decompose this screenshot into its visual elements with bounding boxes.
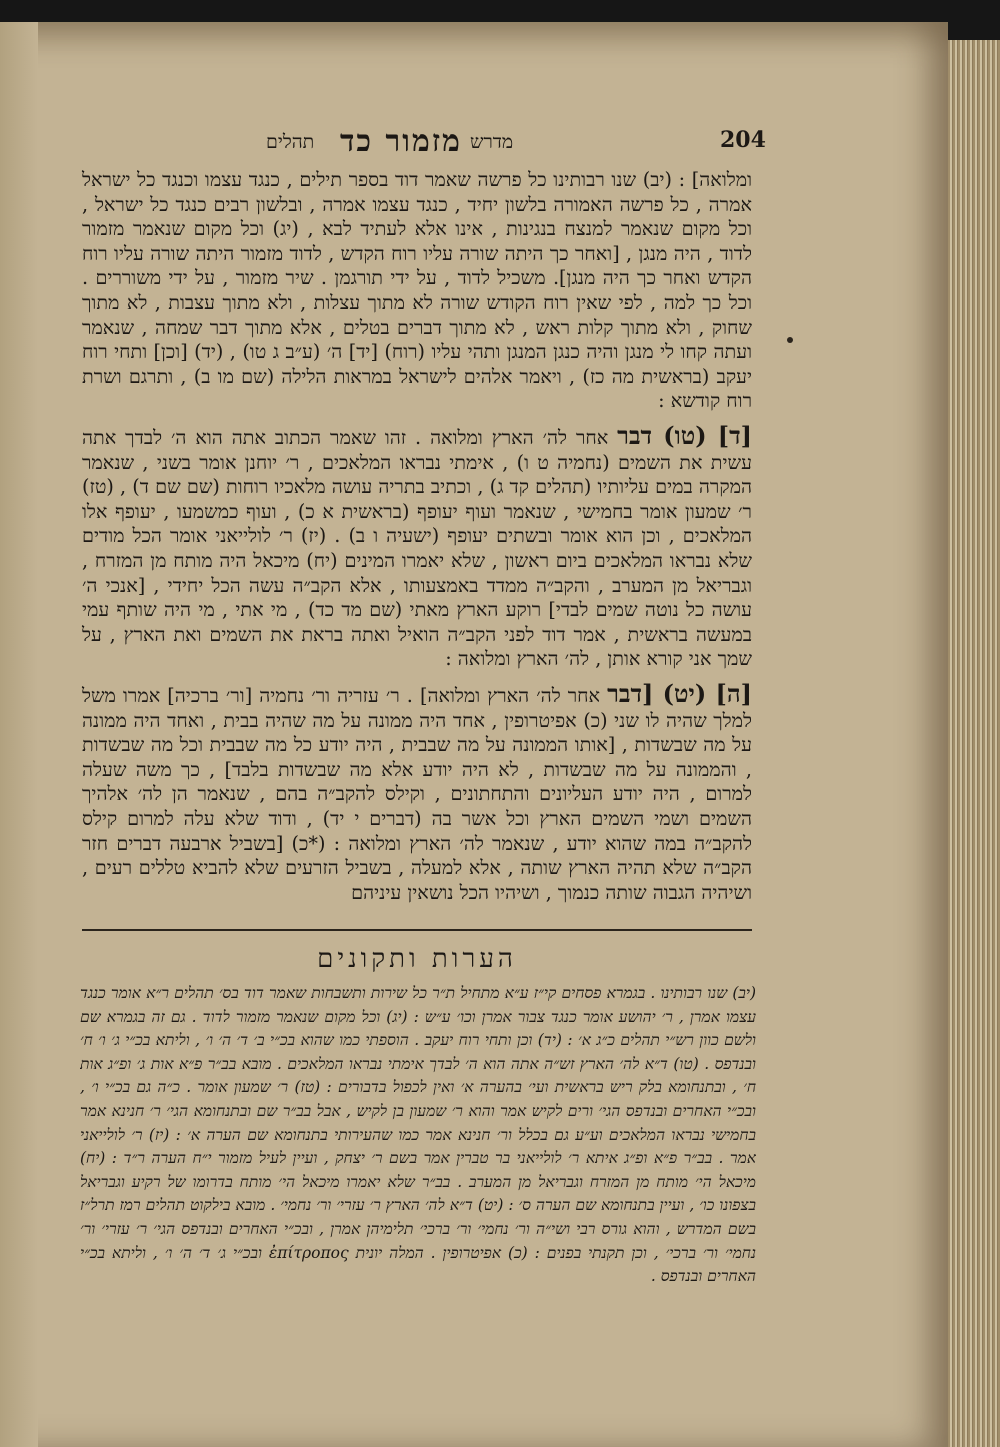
section-marker-5: [ה] (יט) [דבר (607, 679, 753, 708)
book-page-edges (948, 40, 1000, 1447)
paragraph-3-text: אחר לה׳ הארץ ומלואה] . ר׳ עזריה ור׳ נחמיה [ור׳ ברכיה] אמרו משל למלך שהיה לו שני (כ) אפיטרופין , אחד היה ממונה על מה שהיה בבית , ואחד היה ממונה על מה שבשדות , [אותו הממונה על מה שבבית , היה יודע כל מה שבבית וכל מה שבשדות , והממונה על מה שבשדות , לא היה יודע אלא מה שבשדות בלבד] , כך משה שעלה למרום , היה יודע העליונים והתחתונים , וקילס להקב״ה בהם , שנאמר הן לה׳ אלהיך השמים ושמי השמים הארץ וכל אשר בה (דברים י יד) , ודוד שלא עלה למרום קילס להקב״ה במה שהוא יודע , שנאמר לה׳ הארץ ומלואה : (*כ) [בשביל ארבעה דברים חזר הקב״ה שלא תהיה הארץ שותה , אלא למעלה , בשביל הזרעים שלא להביא טללים רעים , ושיהיה הגבוה שותה כנמוך , ושיהיו הכל נושאין עיניהם (82, 684, 752, 904)
paragraph-1 (82, 168, 752, 414)
paragraph-2-text: אחר לה׳ הארץ ומלואה . זהו שאמר הכתוב אתה הוא ה׳ לבדך אתה עשית את השמים (נחמיה ט ו) , אימתי נבראו המלאכים , ר׳ יוחנן אומר בשני , שנאמר המקרה במים עליותיו (תהלים קד ג) , וכתיב בתריה עושה מלאכיו רוחות (שם שם ד) , (טז) ר׳ שמעון אומר בחמישי , שנאמר ועוף יעופף (בראשית א כ) , ועוף כמשמעו , יעופף אלו המלאכים , וכן הוא אומר ובשתים יעופף (ישעיה ו ב) . (יז) ר׳ לולייאני אומר הכל מודים שלא נבראו המלאכים ביום ראשון , שלא יאמרו המינים (יח) מיכאל היה מותח מן המזרח , וגבריאל מן המערב , והקב״ה ממדד באמצעותו , אלא הקב״ה עשה הכל יחידי , [אנכי ה׳ עושה כל נוטה שמים לבדי] רוקע הארץ מאתי (שם מד כד) , מי אתי , מי היה שותף עמי במעשה בראשית , אמר דוד לפני הקב״ה הואיל ואתה בראת את השמים ואת הארץ , על שמך אני קורא אותן , לה׳ הארץ ומלואה : (82, 426, 752, 671)
paragraph-1-text: ומלואה] : (יב) שנו רבותינו כל פרשה שאמר דוד בספר תילים , כנגד עצמו וכנגד כל ישראל אמרה , כל פרשה האמורה בלשון יחיד , כנגד עצמו אמרה , ובלשון רבים כנגד כל ישראל , וכל מקום שנאמר למנצח בנגינות , אינו אלא לעתיד לבא , (יג) וכל מקום שנאמר מזמור לדוד , היה מנגן , [ואחר כך היתה שורה עליו רוח הקדש , לדוד מזמור היתה שורה עליו רוח הקדש ואחר כך היה מנגן]. משכיל לדוד , על ידי תורגמן . שיר מזמור , על ידי משוררים . וכל כך למה , לפי שאין רוח הקודש שורה לא מתוך עצלות , ולא מתוך עצבות , לא מתוך שחוק , ולא מתוך קלות ראש , לא מתוך דברים בטלים , אלא מתוך דבר שמחה , שנאמר ועתה קחו לי מנגן והיה כנגן המנגן ותהי עליו (רוח) [יד] ה׳ (ע״ב ג טו) , (יד) [וכן] ותחי רוח יעקב (בראשית מה כז) , ויאמר אלהים לישראל במראות הלילה (שם מו ב) , ותרגם ושרת רוח קודשא : (82, 168, 752, 413)
footnotes-text: (יב) שנו רבותינו . בגמרא פסחים קי״ז ע״א מתחיל ת״ר כל שירות ותשבחות שאמר דוד בס׳ תהלים ר״א אומר כנגד עצמו אמרן , ר׳ יהושע אומר כנגד צבור אמרן וכו׳ ע״ש : (יג) וכל מקום שנאמר מזמור לדוד . גם זה בגמרא שם ולשם כוון רש״י תהלים כ״ג א׳ : (יד) וכן ותחי רוח יעקב . הוספתי כמו שהוא בכ״י ב׳ ד׳ ה׳ ו׳ , וליתא בכ״י ג׳ ו׳ ח׳ ובנדפס . (טו) ד״א לה׳ הארץ זש״ה אתה הוא ה׳ לבדך אימתי נבראו המלאכים . מובא בב״ר פ״א אות ג׳ ופ״ג אות ח׳ , ובתנחומא בלק ריש בראשית ועי׳ בהערה א׳ ואין לכפול בדבורים : (טז) ר׳ שמעון אומר . כ״ה גם בכ״י ו׳ , ובכ״י האחרים ובנדפס הגי׳ ורים לקיש אמר והוא ר׳ שמעון בן לקיש , אבל בב״ר שם ובתנחומא הגי׳ ר׳ חנינא אמר בחמישי נבראו המלאכים וע״ע גם בכלל ור׳ חנינא אמר כמו שהעירותי בתנחומא שם הערה א׳ : (יז) ר׳ לולייאני אמר . בב״ר פ״א ופ״ג איתא ר׳ לולייאני בר טברין אמר בשם ר׳ יצחק , ועיין לעיל מזמור י״ח הערה ר״ד : (יח) מיכאל הי׳ מותח מן המזרח וגבריאל מן המערב . בב״ר שלא יאמרו מיכאל הי׳ מותח בדרומו של רקיע וגבריאל בצפונו כו׳ , ועיין בתנחומא שם הערה ס׳ : (יט) ד״א לה׳ הארץ ר׳ עזרי׳ ור׳ נחמי׳ . מובא בילקוט תהלים רמז תרל״ז בשם המדרש , והוא גורס רבי ושי״ה ור׳ נחמי׳ ור׳ ברכי׳ תלימיהן אמרן , ובכ״י האחרים ובנדפס הגי׳ ר׳ עזרי׳ ור׳ נחמי׳ ור׳ ברכי׳ , וכן תקנתי בפנים : (כ) אפיטרופין . המלה יונית ἐπίτροπος ובכ״י ג׳ ד׳ ה׳ ו׳ , וליתא בכ״י האחרים ובנדפס . (80, 984, 756, 1286)
running-head-midrash: מדרש (470, 131, 514, 153)
notes-divider (82, 929, 752, 931)
section-marker-4: [ד] (טו) דבר (617, 421, 752, 450)
running-head-psalm: מזמור כד (340, 124, 462, 159)
page-gutter (0, 22, 38, 1447)
page-number: 204 (720, 127, 766, 153)
ink-dot (787, 337, 793, 343)
running-head-tehillim: תהלים (266, 131, 315, 153)
paragraph-2 (82, 421, 752, 672)
paragraph-3 (82, 679, 753, 905)
notes-heading: הערות ותקונים (317, 944, 517, 974)
